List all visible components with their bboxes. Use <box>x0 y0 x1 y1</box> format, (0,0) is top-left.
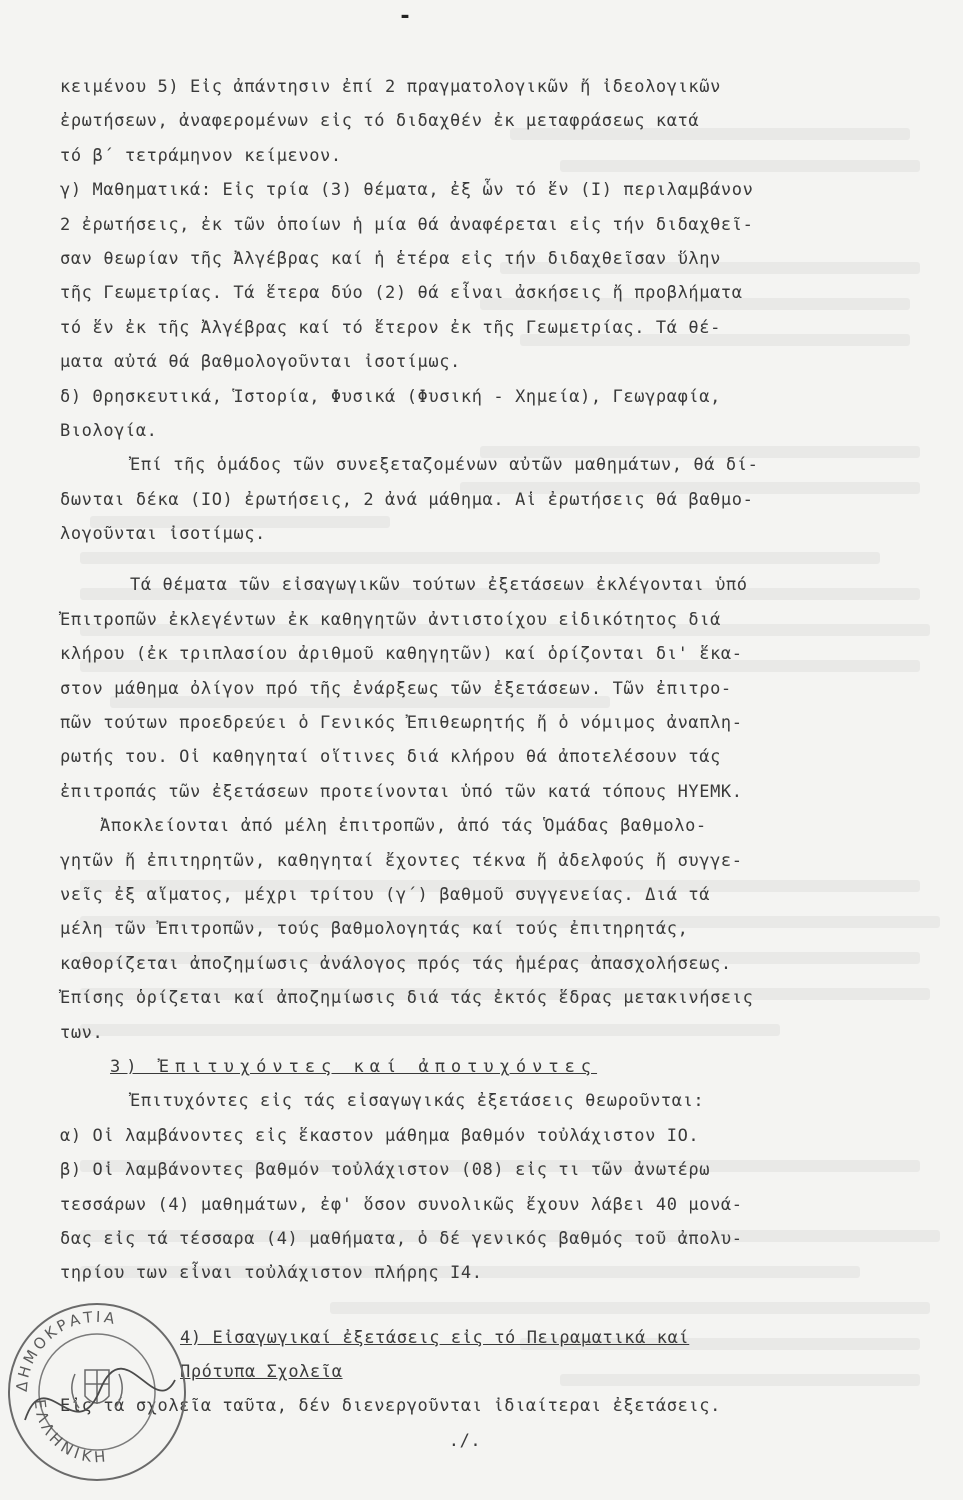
svg-text:ΕΛΛΗΝΙΚΗ <box>31 1398 110 1466</box>
text-line: Τά θέματα τῶν εἰσαγωγικῶν τούτων ἐξετάσεων ἐκλέγονται ὑπό <box>130 575 748 596</box>
text-line: μέλη τῶν Ἐπιτροπῶν, τούς βαθμολογητάς καί τούς ἐπιτηρητάς, <box>60 919 689 940</box>
page-number: - <box>398 4 412 29</box>
section-4-heading: 4) Εἰσαγωγικαί ἐξετάσεις εἰς τό Πειραματικά καί <box>180 1327 690 1348</box>
text-line: δας εἰς τά τέσσαρα (4) μαθήματα, ὁ δέ γενικός βαθμός τοῦ ἀπολυ- <box>60 1228 743 1249</box>
text-line: δωνται δέκα (IO) ἐρωτήσεις, 2 ἀνά μάθημα. Αἱ ἐρωτήσεις θά βαθμο- <box>60 489 754 510</box>
coat-of-arms-icon <box>72 1370 122 1408</box>
text-line: σαν θεωρίαν τῆς Ἀλγέβρας καί ἡ ἑτέρα εἰς τήν διδαχθεῖσαν ὕλην <box>60 248 721 269</box>
text-line: κειμένου 5) Εἰς ἀπάντησιν ἐπί 2 πραγματολογικῶν ἤ ἰδεολογικῶν <box>60 77 721 97</box>
stamp-bottom-text: ΕΛΛΗΝΙΚΗ <box>30 1398 111 1467</box>
section-4-heading-cont: Πρότυπα Σχολεῖα <box>180 1362 343 1383</box>
text-line: στον μάθημα ὀλίγον πρό τῆς ἐνάρξεως τῶν ἐξετάσεων. Τῶν ἐπιτρο- <box>60 678 732 699</box>
text-line: Ἀποκλείονται ἀπό μέλη ἐπιτροπῶν, ἀπό τάς Ὁμάδας βαθμολο- <box>100 816 707 837</box>
text-line: 2 ἐρωτήσεις, ἐκ τῶν ὁποίων ἡ μία θά ἀναφέρεται εἰς τήν διδαχθεῖ- <box>60 214 754 235</box>
text-line: Εἰς τά σχολεῖα ταῦτα, δέν διενεργοῦνται ἰδιαίτεραι ἐξετάσεις. <box>60 1396 721 1417</box>
text-line: τεσσάρων (4) μαθημάτων, ἐφ' ὅσον συνολικῶς ἔχουν λάβει 40 μονά- <box>60 1194 743 1215</box>
text-line: α) Οἱ λαμβάνοντες εἰς ἕκαστον μάθημα βαθμόν τοὐλάχιστον IO. <box>60 1125 700 1146</box>
text-line: Ἐπιτυχόντες εἰς τάς εἰσαγωγικάς ἐξετάσεις θεωροῦνται: <box>130 1091 705 1112</box>
end-mark: ./. <box>448 1430 482 1451</box>
text-line: τό ἕν ἐκ τῆς Ἀλγέβρας καί τό ἕτερον ἐκ τῆς Γεωμετρίας. Τά θέ- <box>60 317 721 338</box>
text-line: γ) Μαθηματικά: Εἰς τρία (3) θέματα, ἐξ ὧν τό ἕν (I) περιλαμβάνον <box>60 180 754 201</box>
text-line: νεῖς ἐξ αἵματος, μέχρι τρίτου (γ΄) βαθμοῦ συγγενείας. Διά τά <box>60 884 711 905</box>
text-line: των. <box>60 1022 104 1043</box>
text-line: δ) Θρησκευτικά, Ἱστορία, Φυσικά (Φυσική - Χημεία), Γεωγραφία, <box>60 386 721 407</box>
text-line: Ἐπιτροπῶν ἐκλεγέντων ἐκ καθηγητῶν ἀντιστοίχου εἰδικότητος διά <box>60 609 721 630</box>
svg-text:ΔΗΜΟΚΡΑΤΙΑ <box>13 1308 119 1393</box>
text-line: τηρίου των εἶναι τοὐλάχιστον πλήρης I4. <box>60 1263 483 1284</box>
text-line: β) Οἱ λαμβάνοντες βαθμόν τοὐλάχιστον (08) εἰς τι τῶν ἀνωτέρω <box>60 1160 711 1181</box>
stamp-top-text: ΔΗΜΟΚΡΑΤΙΑ <box>12 1307 119 1393</box>
text-line: ματα αὐτά θά βαθμολογοῦνται ἰσοτίμως. <box>60 352 461 373</box>
text-line: ἐπιτροπάς τῶν ἐξετάσεων προτείνονται ὑπό τῶν κατά τόπους ΗΥΕΜΚ. <box>60 781 743 802</box>
text-line: πῶν τούτων προεδρεύει ὁ Γενικός Ἐπιθεωρητής ἤ ὁ νόμιμος ἀναπλη- <box>60 713 743 734</box>
text-line: Ἐπίσης ὁρίζεται καί ἀποζημίωσις διά τάς ἐκτός ἕδρας μετακινήσεις <box>60 988 754 1009</box>
text-line: ρωτής του. Οἱ καθηγηταί οἵτινες διά κλήρου θά ἀποτελέσουν τάς <box>60 747 721 768</box>
official-stamp <box>5 1300 190 1485</box>
text-line: Ἐπί τῆς ὁμάδος τῶν συνεξεταζομένων αὐτῶν μαθημάτων, θά δί- <box>130 455 759 476</box>
text-line: Βιολογία. <box>60 420 158 441</box>
text-line: γητῶν ἤ ἐπιτηρητῶν, καθηγηταί ἔχοντες τέκνα ἤ ἀδελφούς ἤ συγγε- <box>60 850 743 871</box>
section-3-heading: 3) Ἐπιτυχόντες καί ἀποτυχόντες <box>110 1056 598 1077</box>
text-line: κλήρου (ἐκ τριπλασίου ἀριθμοῦ καθηγητῶν) καί ὁρίζονται δι' ἕκα- <box>60 644 743 665</box>
text-line: τό β΄ τετράμηνον κείμενον. <box>60 145 342 166</box>
text-line: λογοῦνται ἰσοτίμως. <box>60 524 266 545</box>
text-line: τῆς Γεωμετρίας. Τά ἕτερα δύο (2) θά εἶναι ἀσκήσεις ἤ προβλήματα <box>60 283 743 304</box>
text-line: ἐρωτήσεων, ἀναφερομένων εἰς τό διδαχθέν ἐκ μεταφράσεως κατά <box>60 111 700 132</box>
text-line: καθορίζεται ἀποζημίωσις ἀνάλογος πρός τάς ἡμέρας ἀπασχολήσεως. <box>60 953 732 974</box>
document-body <box>60 70 930 1458</box>
